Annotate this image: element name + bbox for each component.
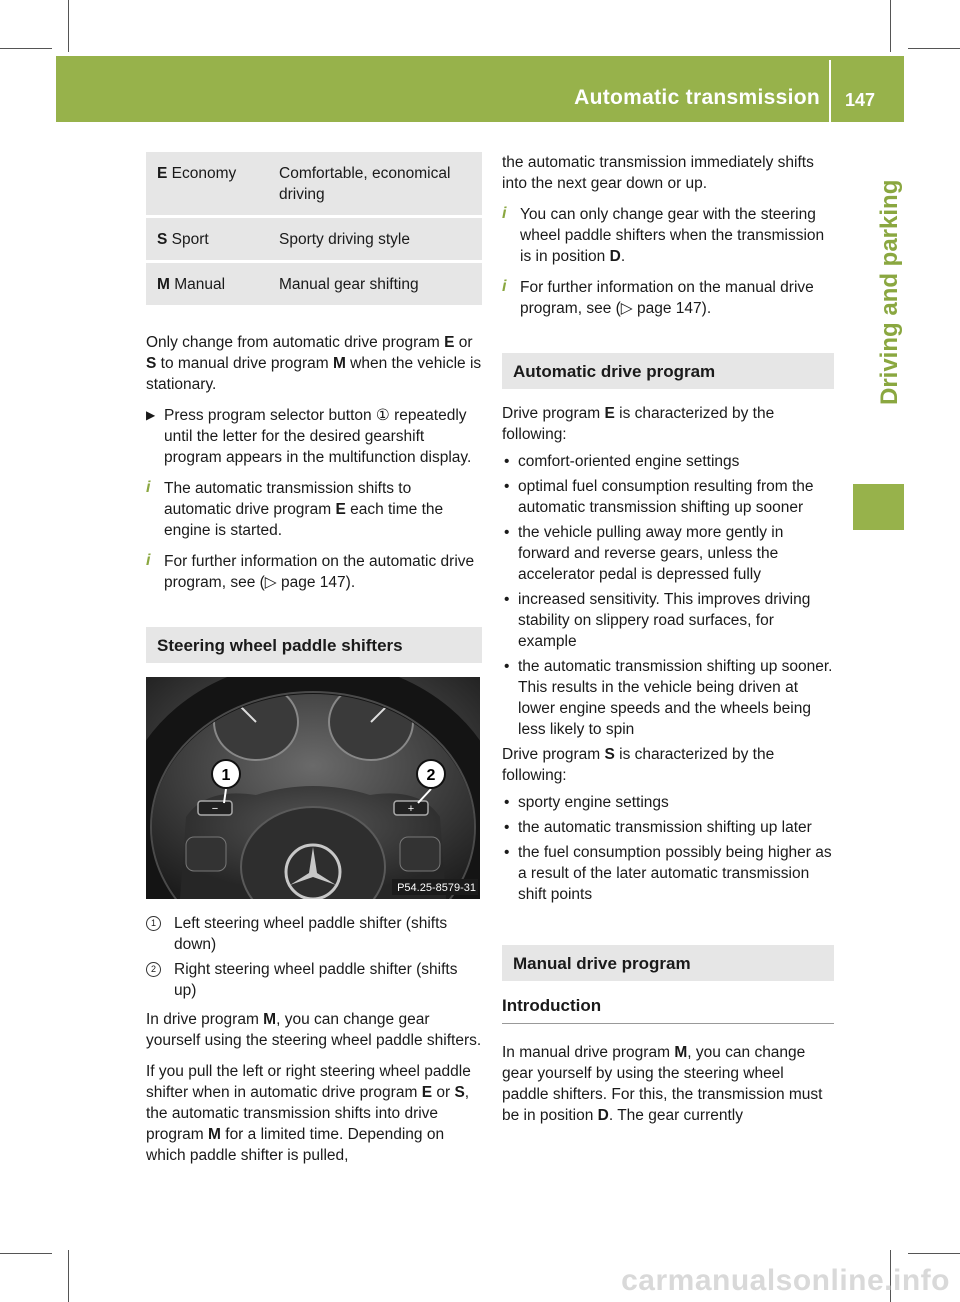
legend-item: 1 Left steering wheel paddle shifter (shifts down) bbox=[146, 913, 482, 955]
page-number: 147 bbox=[845, 90, 876, 110]
program-letter: M bbox=[157, 276, 170, 293]
info-icon: i bbox=[502, 205, 507, 222]
list-item: • the automatic transmission shifting up sooner. This results in the vehicle being driven at lower engine speeds and the wheels being less likely to spin bbox=[504, 658, 833, 738]
callout-1: 1 bbox=[221, 767, 231, 784]
program-name: Economy bbox=[171, 165, 237, 182]
legend-item: 2 Right steering wheel paddle shifter (shifts up) bbox=[146, 959, 482, 1001]
body-paragraph: Only change from automatic drive program E or S to manual drive program M when the vehicle is stationary. bbox=[146, 334, 482, 393]
bullet-icon: • bbox=[504, 591, 510, 608]
program-letter: E bbox=[157, 165, 168, 182]
table-row bbox=[146, 152, 482, 217]
body-paragraph: If you pull the left or right steering wheel paddle shifter when in automatic drive program E or S, the automatic transmission shifts into drive program M for a limited time. Depending on which paddle shifter is pulled, bbox=[146, 1063, 471, 1164]
crop-mark bbox=[68, 1250, 69, 1302]
crop-mark bbox=[908, 1253, 960, 1254]
header-divider bbox=[829, 60, 831, 122]
bullet-icon: • bbox=[504, 453, 510, 470]
body-paragraph: In manual drive program M, you can change gear yourself by using the steering wheel paddle shifters. For this, the transmission must be in position D. The gear currently bbox=[502, 1044, 823, 1124]
page-title: Automatic transmission bbox=[574, 86, 820, 109]
bullet-icon: • bbox=[504, 478, 510, 495]
list-item: • the automatic transmission shifting up later bbox=[504, 819, 812, 836]
bullet-icon: • bbox=[504, 794, 510, 811]
crop-mark bbox=[0, 1253, 52, 1254]
program-name: Manual bbox=[174, 276, 226, 293]
bullet-icon: • bbox=[504, 819, 510, 836]
list-item: • the fuel consumption possibly being higher as a result of the later automatic transmission shift points bbox=[504, 844, 832, 903]
info-note: i You can only change gear with the steering wheel paddle shifters when the transmission is in position D. bbox=[502, 205, 825, 265]
callout-2: 2 bbox=[426, 767, 436, 784]
left-column bbox=[146, 152, 482, 1176]
instruction-step: ▶ Press program selector button ① repeatedly until the letter for the desired gearshift program appears in the multifunction display. bbox=[146, 407, 472, 466]
subsection-heading: Introduction bbox=[502, 995, 834, 1024]
callout-number: 2 bbox=[146, 962, 161, 977]
crop-mark bbox=[890, 0, 891, 52]
crop-mark bbox=[68, 0, 69, 52]
list-item: • increased sensitivity. This improves driving stability on slippery road surfaces, for example bbox=[504, 591, 811, 650]
right-column bbox=[502, 152, 834, 1136]
list-item: • sporty engine settings bbox=[504, 794, 669, 811]
program-name: Sport bbox=[171, 231, 209, 248]
info-note bbox=[146, 551, 482, 593]
step-arrow-icon: ▶ bbox=[146, 408, 156, 422]
program-letter: S bbox=[157, 231, 168, 248]
program-description: Sporty driving style bbox=[268, 217, 482, 262]
body-paragraph: Drive program E is characterized by the following: bbox=[502, 405, 775, 443]
program-description: Manual gear shifting bbox=[268, 262, 482, 307]
table-row bbox=[146, 262, 482, 307]
info-note: i The automatic transmission shifts to automatic drive program E each time the engine is started. bbox=[146, 479, 444, 539]
list-item: • comfort-oriented engine settings bbox=[504, 453, 740, 470]
section-heading: Steering wheel paddle shifters bbox=[146, 627, 482, 663]
chapter-tab-marker bbox=[853, 484, 904, 530]
section-heading: Manual drive program bbox=[502, 945, 834, 981]
table-row bbox=[146, 217, 482, 262]
info-icon: i bbox=[146, 479, 151, 496]
image-code: P54.25-8579-31 bbox=[397, 882, 476, 894]
program-description: Comfortable, economical driving bbox=[268, 152, 482, 217]
bullet-icon: • bbox=[504, 524, 510, 541]
list-item: • the vehicle pulling away more gently in forward and reverse gears, unless the accelerator pedal is depressed fully bbox=[504, 524, 784, 583]
page-reference: For further information on the manual drive program, see (▷ page 147). bbox=[520, 279, 814, 317]
info-icon: i bbox=[502, 278, 507, 295]
section-heading: Automatic drive program bbox=[502, 353, 834, 389]
list-item: • optimal fuel consumption resulting from the automatic transmission shifting up sooner bbox=[504, 478, 814, 516]
drive-program-table bbox=[146, 152, 482, 308]
body-paragraph: Drive program S is characterized by the following: bbox=[502, 746, 775, 784]
info-note bbox=[502, 277, 834, 319]
svg-text:+: + bbox=[407, 803, 415, 815]
crop-mark bbox=[908, 48, 960, 49]
body-paragraph: In drive program M, you can change gear yourself using the steering wheel paddle shifters. bbox=[146, 1011, 482, 1049]
info-icon: i bbox=[146, 552, 151, 569]
watermark: carmanualsonline.info bbox=[621, 1264, 950, 1297]
body-paragraph: the automatic transmission immediately shifts into the next gear down or up. bbox=[502, 154, 814, 192]
bullet-icon: • bbox=[504, 658, 510, 675]
chapter-tab-label: Driving and parking bbox=[876, 180, 903, 406]
callout-number: 1 bbox=[146, 916, 161, 931]
steering-wheel-photo bbox=[146, 677, 480, 899]
crop-mark bbox=[0, 48, 52, 49]
svg-text:−: − bbox=[211, 803, 219, 815]
bullet-icon: • bbox=[504, 844, 510, 861]
page-reference: For further information on the automatic drive program, see (▷ page 147). bbox=[164, 553, 475, 591]
